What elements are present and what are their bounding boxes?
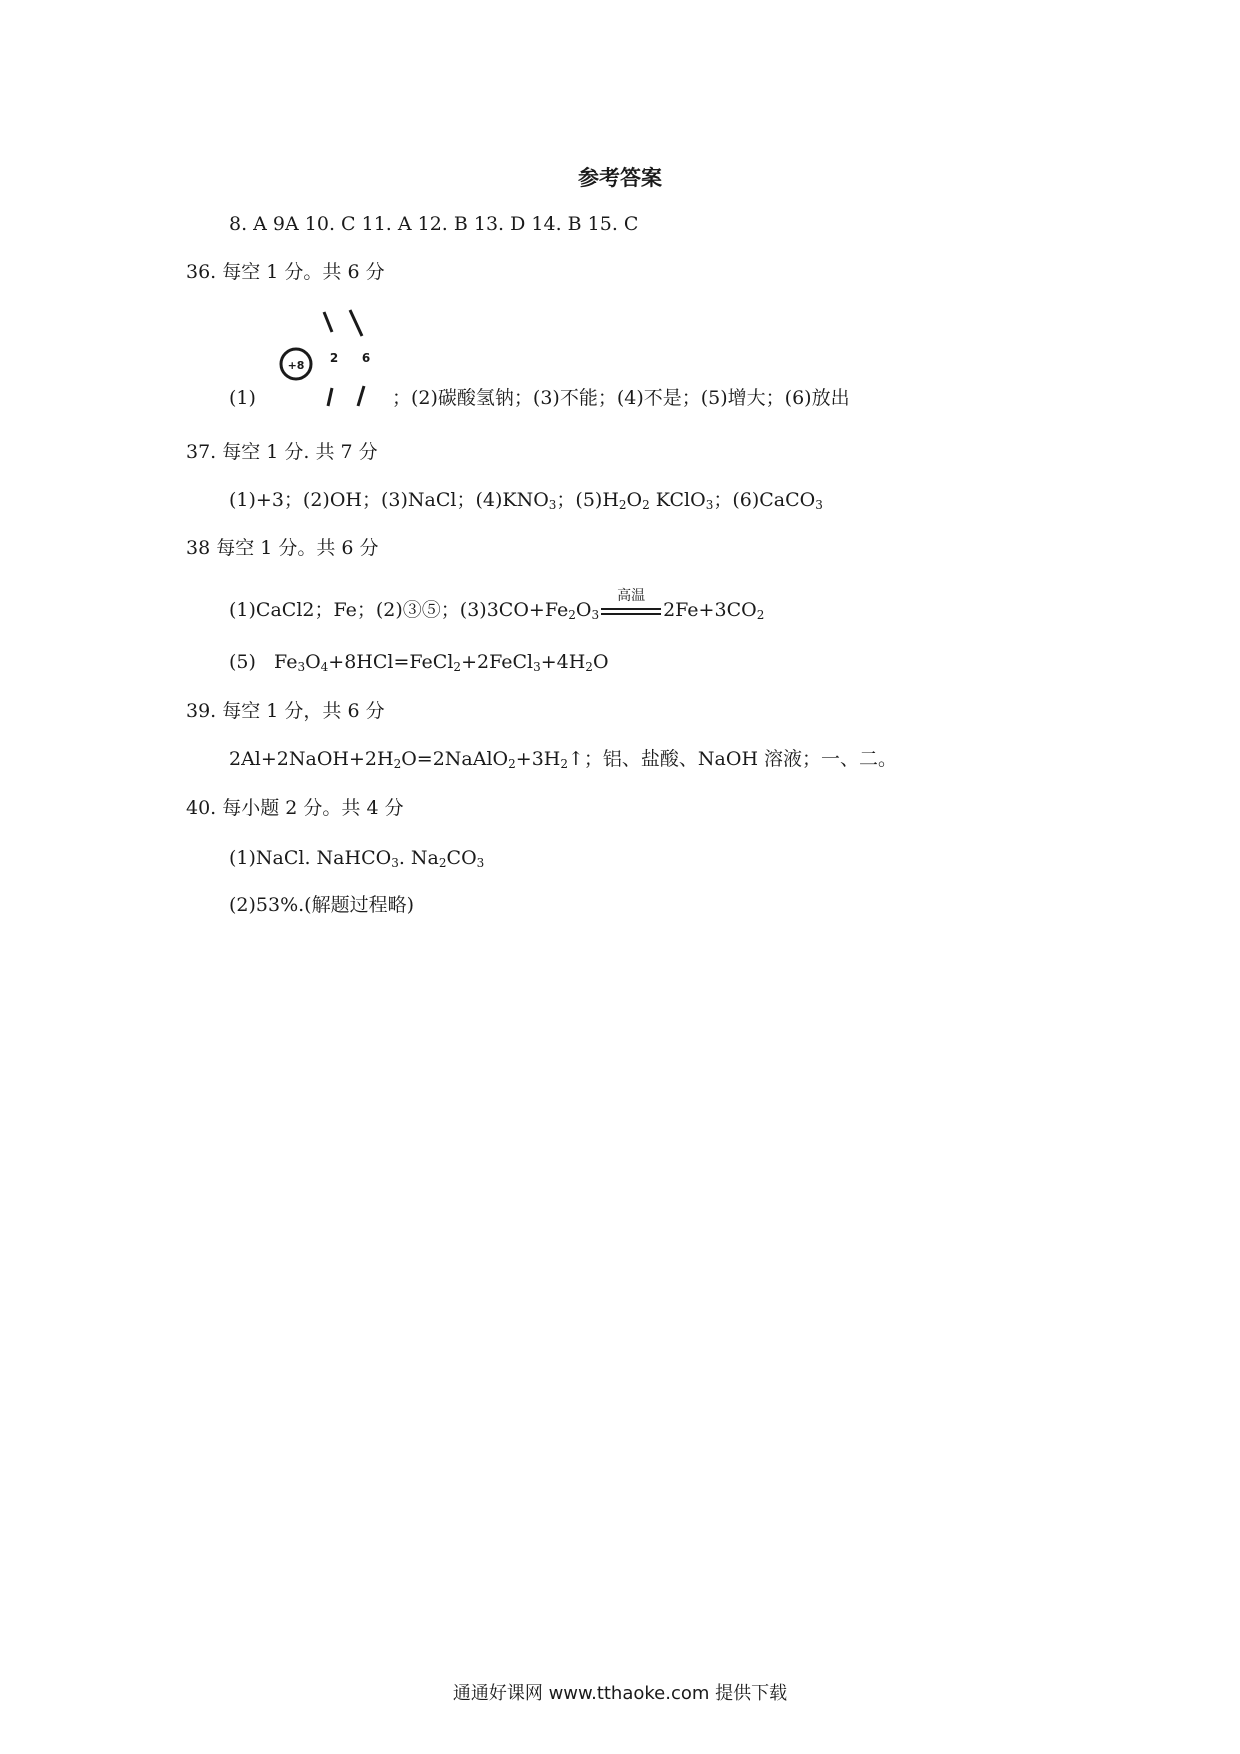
q36-header: 36. 每空 1 分。共 6 分 [186,261,385,283]
shell2-arc-bottom [358,386,364,406]
page-footer: 通通好课网 www.tthaoke.com 提供下载 [452,1683,788,1704]
mc-answers: 8. A 9A 10. C 11. A 12. B 13. D 14. B 15. C [229,213,639,235]
q36-label-1: (1) [229,387,256,409]
q38-equation-1: (1)CaCl2；Fe；(2)③⑤；$(3)3CO+Fe_2O_3$ 高温 $2Fe+3CO_2$ [229,598,764,622]
reaction-condition-equals [599,588,663,622]
q36-answers: ；(2)碳酸氢钠；(3)不能；(4)不是；(5)增大；(6)放出 [392,387,850,409]
page-title: 参考答案 [578,166,662,190]
q40-answer-2: (2)53%.(解题过程略) [229,894,415,916]
q37-answers: (1)+3；(2)OH；(3)NaCl；$(4)KNO_3$；$(5)H_2O_2$ KClO$_3$；(6)CaCO$_3$ [229,489,823,512]
q39-answers: $2Al+2NaOH+2H_2O=2NaAlO_2+3H_2↑$；铝、盐酸、NaOH 溶液；一、二。 [229,748,898,771]
q37-header: 37. 每空 1 分. 共 7 分 [186,441,378,463]
reaction-condition-label: 高温 [617,588,646,604]
oxygen-atom-structure-diagram [272,308,390,408]
q40-answer-1: (1)NaCl. NaHCO$_3$. $Na_2CO_3$ [229,847,485,870]
nucleus-charge-label: +8 [287,359,305,372]
shell2-electron-count: 6 [361,351,371,365]
q38-header: 38 每空 1 分。共 6 分 [186,537,379,559]
shell1-arc-top [324,312,332,332]
q39-header: 39. 每空 1 分，共 6 分 [186,700,385,722]
q38-equation-2: (5) $Fe_3O_4+8HCl=FeCl_2+2FeCl_3+4H_2O$ [229,651,609,674]
q40-header: 40. 每小题 2 分。共 4 分 [186,797,404,819]
shell1-electron-count: 2 [329,351,339,365]
shell2-arc-top [350,310,362,336]
shell1-arc-bottom [328,388,332,406]
